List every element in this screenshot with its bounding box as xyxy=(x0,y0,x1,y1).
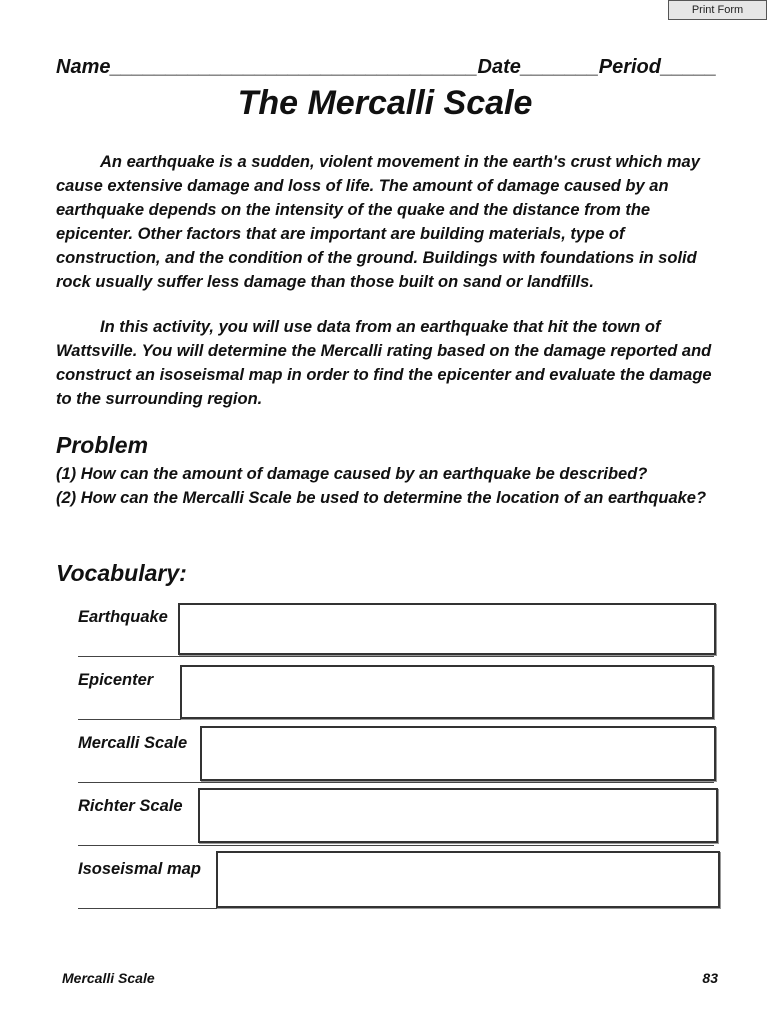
print-form-button[interactable]: Print Form xyxy=(668,0,767,20)
vocab-underline xyxy=(78,908,714,909)
vocab-underline xyxy=(78,719,714,720)
vocab-underline xyxy=(78,782,714,783)
vocabulary-heading: Vocabulary: xyxy=(56,560,187,586)
page-number: 83 xyxy=(702,970,718,986)
problem-question-2: (2) How can the Mercalli Scale be used to determine the location of an earthquake? xyxy=(56,489,707,507)
epicenter-definition-field[interactable] xyxy=(180,665,714,719)
footer-title: Mercalli Scale xyxy=(62,970,155,986)
richter-scale-definition-field[interactable] xyxy=(198,788,718,843)
vocab-label-isoseismal-map: Isoseismal map xyxy=(78,860,201,878)
isoseismal-map-definition-field[interactable] xyxy=(216,851,720,908)
intro-paragraph-2: In this activity, you will use data from an earthquake that hit the town of Wattsville. You will determine the Mercalli rating based on the damage reported and construct an isoseismal map in order to find the epicenter and evaluate the damage to the surrounding region. xyxy=(56,318,712,408)
vocab-label-earthquake: Earthquake xyxy=(78,608,168,626)
vocab-label-mercalli-scale: Mercalli Scale xyxy=(78,734,188,752)
vocab-label-richter-scale: Richter Scale xyxy=(78,797,183,815)
earthquake-definition-field[interactable] xyxy=(178,603,716,655)
problem-question-1: (1) How can the amount of damage caused by an earthquake be described? xyxy=(56,465,648,483)
vocab-underline xyxy=(78,656,714,657)
problem-heading: Problem xyxy=(56,432,149,458)
mercalli-scale-definition-field[interactable] xyxy=(200,726,716,781)
vocab-label-epicenter: Epicenter xyxy=(78,671,154,689)
vocab-underline xyxy=(78,845,714,846)
page-title: The Mercalli Scale xyxy=(237,84,533,122)
problem-questions xyxy=(56,462,716,510)
name-date-period-line: Name_________________________________Date_______Period_____ xyxy=(56,56,717,78)
intro-paragraph-1: An earthquake is a sudden, violent movement in the earth's crust which may cause extensive damage and loss of life. The amount of damage caused by an earthquake depends on the intensity of the quake and the distance from the epicenter. Other factors that are important are building materials, type of construction, and the condition of the ground. Buildings with foundations in solid rock usually suffer less damage than those built on sand or landfills. xyxy=(56,153,700,291)
